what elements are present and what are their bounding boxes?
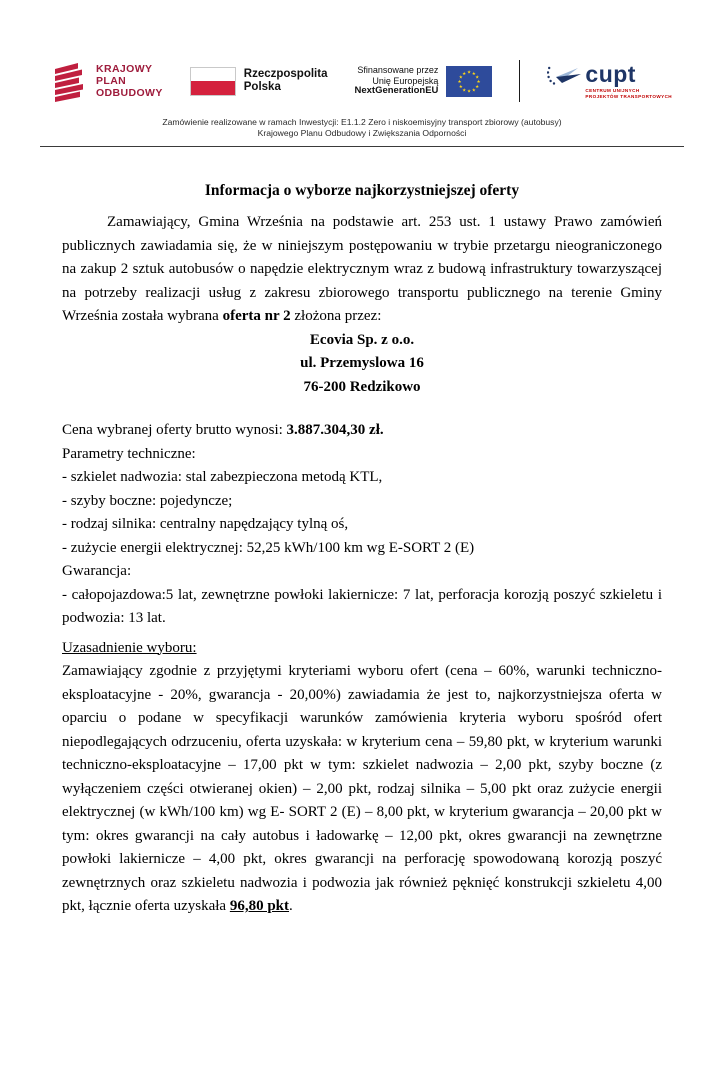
warranty-heading: Gwarancja: bbox=[62, 563, 132, 579]
kpo-line: PLAN bbox=[95, 75, 127, 87]
svg-text:★: ★ bbox=[462, 71, 467, 77]
price-line bbox=[62, 419, 662, 443]
cupt-subtitle bbox=[585, 88, 672, 99]
investment-subtitle bbox=[0, 117, 724, 139]
parameter-item: - zużycie energii elektrycznej: 52,25 kWh/100 km wg E-SORT 2 (E) bbox=[62, 539, 475, 556]
kpo-logo bbox=[52, 60, 163, 102]
kpo-line: ODBUDOWY bbox=[95, 87, 163, 99]
document-header bbox=[0, 52, 724, 147]
investment-subtitle-line1: Zamówienie realizowane w ramach Inwestycji: E1.1.2 Zero i niskoemisyjny transport zbiorowy (autobusy) bbox=[162, 117, 562, 127]
company-city: 76-200 Redzikowo bbox=[303, 378, 421, 395]
eu-line: NextGenerationEU bbox=[354, 85, 439, 97]
document-page bbox=[0, 52, 724, 1076]
justification-heading: Uzasadnienie wyboru: bbox=[62, 639, 197, 656]
kpo-line: KRAJOWY bbox=[95, 63, 153, 75]
logo-divider bbox=[519, 60, 520, 102]
price-value: 3.887.304,30 zł. bbox=[286, 422, 384, 438]
cupt-wordmark: cupt bbox=[585, 61, 636, 88]
poland-logo-text bbox=[244, 68, 328, 95]
justification-paragraph bbox=[62, 660, 662, 919]
cupt-logo bbox=[547, 63, 672, 99]
svg-text:★: ★ bbox=[467, 89, 472, 95]
svg-text:★: ★ bbox=[467, 70, 472, 76]
company-street: ul. Przemyslowa 16 bbox=[300, 355, 424, 371]
justification-text: Zamawiający zgodnie z przyjętymi kryteriami wyboru ofert (cena – 60%, warunki techniczno-eksploatacyjne - 20%, gwarancja - 20,00%) zawiadamia że jest to, najkorzystniejsza oferta w oparciu o podane w specyfikacji warunków zamówienia kryteria wyboru spośród ofert niepodlegających odrzuceniu, oferta uzyskała: w kryterium cena – 59,80 pkt, w kryterium warunki techniczno-eksploatacyjne – 17,00 pkt w tym: szkielet nadwozia – 2,00 pkt, szyby boczne (z wyłączeniem części otwieranej okien) – 2,00 pkt, rodzaj silnika – 5,00 pkt oraz zużycie energii elektrycznej (w kWh/100 km) wg E- SORT 2 (E) – 8,00 pkt, w kryterium gwarancja – 20,00 pkt w tym: okres gwarancji na cały autobus i ładowarkę – 12,00 pkt, okres gwarancji na zewnętrzne powłoki lakiernicze – 4,00 pkt, okres gwarancji na perforację spowodowaną korozją poszyć zewnętrznych oraz szkieletu nadwozia i podwozia jak również pęknięć konstrukcji szkieletu 4,00 pkt, łącznie oferta uzyskała bbox=[62, 663, 662, 914]
svg-text:★: ★ bbox=[475, 84, 480, 90]
svg-text:★: ★ bbox=[472, 71, 477, 77]
document-title: Informacja o wyborze najkorzystniejszej oferty bbox=[204, 182, 520, 199]
cupt-sub-line: PROJEKTÓW TRANSPORTOWYCH bbox=[585, 93, 673, 99]
eu-line: Sfinansowane przez bbox=[357, 65, 439, 76]
parameters-heading: Parametry techniczne: bbox=[62, 445, 196, 462]
svg-text:★: ★ bbox=[472, 87, 477, 93]
eu-funding-text bbox=[354, 65, 438, 97]
justification-text-end: . bbox=[289, 898, 293, 914]
intro-text: Zamawiający, Gmina Września na podstawie art. 253 ust. 1 ustawy Prawo zamówień publicznych zawiadamia się, że w niniejszym postępowaniu w trybie przetargu nieograniczonego na zakup 2 sztuk autobusów o napędzie elektrycznym wraz z budową infrastruktury towarzyszącej na potrzeby realizacji usług z zakresu zbiorowego transportu publicznego na terenie Gminy Września została wybrana bbox=[62, 214, 662, 324]
intro-text-end: złożona przez: bbox=[290, 308, 382, 324]
cupt-arrow-icon bbox=[547, 64, 581, 86]
poland-logo bbox=[190, 67, 328, 96]
svg-text:★: ★ bbox=[462, 87, 467, 93]
company-name: Ecovia Sp. z o.o. bbox=[309, 331, 415, 348]
svg-text:★: ★ bbox=[459, 84, 464, 90]
warranty-text: - całopojazdowa:5 lat, zewnętrzne powłoki lakiernicze: 7 lat, perforacja korozją poszyć szkieletu i podwozia: 13 lat. bbox=[62, 586, 662, 626]
offer-number: oferta nr 2 bbox=[222, 308, 291, 324]
parameter-item: - szkielet nadwozia: stal zabezpieczona metodą KTL, bbox=[62, 469, 383, 485]
poland-line: Rzeczpospolita bbox=[243, 67, 328, 80]
header-divider-line bbox=[40, 146, 684, 147]
poland-flag-icon bbox=[190, 67, 236, 96]
investment-subtitle-line2: Krajowego Planu Odbudowy i Zwiększania Odporności bbox=[257, 128, 467, 138]
parameter-item: - szyby boczne: pojedyncze; bbox=[62, 492, 233, 509]
poland-line: Polska bbox=[243, 81, 281, 93]
svg-text:★: ★ bbox=[459, 75, 464, 80]
total-score: 96,80 pkt bbox=[229, 898, 290, 914]
kpo-logo-text bbox=[96, 63, 163, 99]
eu-funding-logo bbox=[354, 65, 492, 97]
parameter-item: - rodzaj silnika: centralny napędzający tylną oś, bbox=[62, 516, 349, 532]
eu-flag-icon bbox=[446, 66, 492, 97]
kpo-building-icon bbox=[52, 60, 88, 102]
cupt-sub-line: CENTRUM UNIJNYCH bbox=[585, 88, 640, 94]
svg-text:★: ★ bbox=[475, 75, 480, 80]
svg-text:★: ★ bbox=[476, 79, 481, 85]
funding-logos-row bbox=[0, 52, 724, 110]
winning-company-block bbox=[62, 329, 662, 400]
document-body bbox=[0, 182, 724, 919]
svg-text:★: ★ bbox=[457, 79, 462, 85]
intro-paragraph bbox=[62, 211, 662, 329]
price-label: Cena wybranej oferty brutto wynosi: bbox=[62, 422, 287, 438]
eu-line: Unię Europejską bbox=[372, 75, 439, 86]
